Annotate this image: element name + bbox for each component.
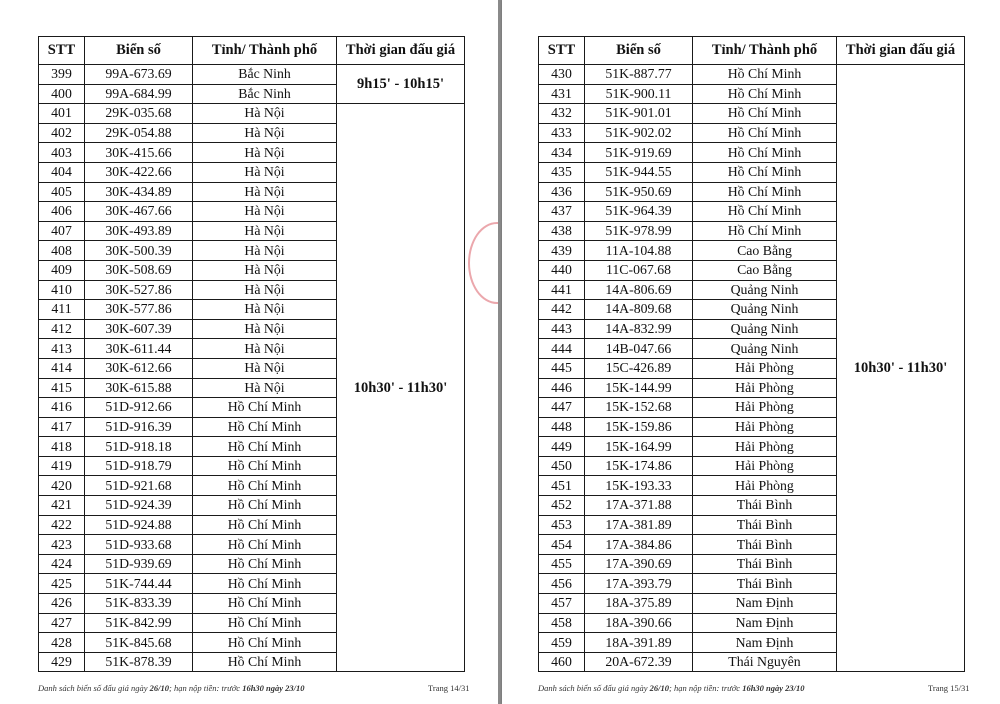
cell-province: Hồ Chí Minh <box>193 476 337 496</box>
cell-plate-number: 30K-434.89 <box>85 182 193 202</box>
red-seal-stamp <box>468 222 498 304</box>
cell-stt: 446 <box>539 378 585 398</box>
cell-stt: 411 <box>39 300 85 320</box>
cell-plate-number: 17A-393.79 <box>585 574 693 594</box>
cell-plate-number: 51D-939.69 <box>85 554 193 574</box>
cell-plate-number: 17A-381.89 <box>585 515 693 535</box>
cell-stt: 404 <box>39 162 85 182</box>
cell-province: Hồ Chí Minh <box>193 633 337 653</box>
cell-stt: 407 <box>39 221 85 241</box>
cell-province: Nam Định <box>693 594 837 614</box>
footer-date: 26/10 <box>649 683 670 693</box>
cell-province: Hải Phòng <box>693 398 837 418</box>
cell-stt: 400 <box>39 84 85 104</box>
cell-province: Hà Nội <box>193 162 337 182</box>
auction-table-right <box>538 36 965 672</box>
cell-province: Thái Bình <box>693 554 837 574</box>
cell-plate-number: 51D-921.68 <box>85 476 193 496</box>
cell-stt: 424 <box>39 554 85 574</box>
table-row <box>539 65 965 85</box>
cell-province: Hải Phòng <box>693 417 837 437</box>
cell-province: Hồ Chí Minh <box>193 496 337 516</box>
cell-province: Hải Phòng <box>693 476 837 496</box>
cell-province: Hà Nội <box>193 123 337 143</box>
cell-plate-number: 29K-054.88 <box>85 123 193 143</box>
cell-plate-number: 51K-950.69 <box>585 182 693 202</box>
cell-stt: 428 <box>39 633 85 653</box>
cell-plate-number: 51D-918.79 <box>85 456 193 476</box>
cell-plate-number: 51D-918.18 <box>85 437 193 457</box>
cell-plate-number: 30K-615.88 <box>85 378 193 398</box>
cell-stt: 409 <box>39 260 85 280</box>
cell-province: Thái Bình <box>693 515 837 535</box>
footer-deadline: 16h30 ngày 23/10 <box>242 683 305 693</box>
cell-province: Hà Nội <box>193 339 337 359</box>
cell-stt: 413 <box>39 339 85 359</box>
cell-stt: 423 <box>39 535 85 555</box>
cell-province: Quảng Ninh <box>693 300 837 320</box>
cell-province: Hồ Chí Minh <box>193 417 337 437</box>
cell-plate-number: 17A-390.69 <box>585 554 693 574</box>
footer-date: 26/10 <box>149 683 170 693</box>
cell-stt: 449 <box>539 437 585 457</box>
cell-stt: 447 <box>539 398 585 418</box>
cell-stt: 427 <box>39 613 85 633</box>
footer-deadline: 16h30 ngày 23/10 <box>742 683 805 693</box>
cell-stt: 399 <box>39 65 85 85</box>
cell-province: Hồ Chí Minh <box>193 437 337 457</box>
cell-plate-number: 30K-493.89 <box>85 221 193 241</box>
footer-text: Danh sách biển số đấu giá ngày <box>538 683 648 693</box>
cell-stt: 402 <box>39 123 85 143</box>
cell-plate-number: 15K-152.68 <box>585 398 693 418</box>
cell-stt: 457 <box>539 594 585 614</box>
cell-plate-number: 51K-842.99 <box>85 613 193 633</box>
cell-province: Hồ Chí Minh <box>693 162 837 182</box>
cell-stt: 441 <box>539 280 585 300</box>
page-number-left: Trang 14/31 <box>428 683 470 693</box>
cell-plate-number: 18A-375.89 <box>585 594 693 614</box>
page-footer-note <box>38 683 305 693</box>
auction-table-left <box>38 36 465 672</box>
cell-province: Hồ Chí Minh <box>193 398 337 418</box>
cell-province: Quảng Ninh <box>693 319 837 339</box>
cell-stt: 437 <box>539 202 585 222</box>
cell-stt: 416 <box>39 398 85 418</box>
cell-province: Hà Nội <box>193 260 337 280</box>
cell-province: Hà Nội <box>193 143 337 163</box>
header-province: Tỉnh/ Thành phố <box>693 37 837 65</box>
cell-stt: 438 <box>539 221 585 241</box>
cell-plate-number: 15K-144.99 <box>585 378 693 398</box>
cell-province: Hà Nội <box>193 300 337 320</box>
cell-province: Bắc Ninh <box>193 65 337 85</box>
cell-stt: 401 <box>39 104 85 124</box>
cell-stt: 421 <box>39 496 85 516</box>
cell-province: Thái Bình <box>693 535 837 555</box>
cell-auction-time: 10h30' - 11h30' <box>837 65 965 672</box>
cell-province: Hồ Chí Minh <box>693 84 837 104</box>
cell-stt: 418 <box>39 437 85 457</box>
cell-plate-number: 20A-672.39 <box>585 652 693 672</box>
cell-province: Bắc Ninh <box>193 84 337 104</box>
cell-province: Hồ Chí Minh <box>193 515 337 535</box>
cell-province: Hà Nội <box>193 202 337 222</box>
cell-province: Hồ Chí Minh <box>693 123 837 143</box>
cell-stt: 429 <box>39 652 85 672</box>
cell-province: Hà Nội <box>193 319 337 339</box>
cell-stt: 408 <box>39 241 85 261</box>
cell-province: Hồ Chí Minh <box>693 182 837 202</box>
cell-province: Thái Bình <box>693 496 837 516</box>
cell-plate-number: 14A-806.69 <box>585 280 693 300</box>
cell-plate-number: 30K-415.66 <box>85 143 193 163</box>
cell-plate-number: 99A-684.99 <box>85 84 193 104</box>
cell-plate-number: 17A-371.88 <box>585 496 693 516</box>
cell-province: Hà Nội <box>193 221 337 241</box>
cell-province: Nam Định <box>693 613 837 633</box>
cell-plate-number: 11C-067.68 <box>585 260 693 280</box>
cell-province: Hải Phòng <box>693 358 837 378</box>
cell-plate-number: 51K-900.11 <box>585 84 693 104</box>
table-row <box>39 104 465 124</box>
cell-plate-number: 18A-391.89 <box>585 633 693 653</box>
cell-province: Hồ Chí Minh <box>693 65 837 85</box>
cell-province: Cao Bằng <box>693 260 837 280</box>
cell-plate-number: 51K-902.02 <box>585 123 693 143</box>
header-auction-time: Thời gian đấu giá <box>837 37 965 65</box>
cell-plate-number: 51K-887.77 <box>585 65 693 85</box>
cell-plate-number: 30K-612.66 <box>85 358 193 378</box>
cell-plate-number: 18A-390.66 <box>585 613 693 633</box>
cell-stt: 426 <box>39 594 85 614</box>
cell-plate-number: 15K-164.99 <box>585 437 693 457</box>
header-stt: STT <box>39 37 85 65</box>
cell-stt: 460 <box>539 652 585 672</box>
table-header-row <box>539 37 965 65</box>
cell-stt: 433 <box>539 123 585 143</box>
cell-province: Hồ Chí Minh <box>193 594 337 614</box>
cell-plate-number: 30K-422.66 <box>85 162 193 182</box>
document-page-right <box>502 0 1000 704</box>
cell-stt: 439 <box>539 241 585 261</box>
table-row <box>39 65 465 85</box>
cell-province: Hồ Chí Minh <box>693 143 837 163</box>
cell-province: Hồ Chí Minh <box>193 456 337 476</box>
cell-stt: 406 <box>39 202 85 222</box>
table-header-row <box>39 37 465 65</box>
cell-stt: 434 <box>539 143 585 163</box>
cell-province: Quảng Ninh <box>693 280 837 300</box>
cell-stt: 432 <box>539 104 585 124</box>
cell-stt: 440 <box>539 260 585 280</box>
cell-province: Hồ Chí Minh <box>693 104 837 124</box>
cell-province: Nam Định <box>693 633 837 653</box>
cell-province: Hà Nội <box>193 241 337 261</box>
cell-plate-number: 99A-673.69 <box>85 65 193 85</box>
cell-province: Quảng Ninh <box>693 339 837 359</box>
cell-stt: 405 <box>39 182 85 202</box>
cell-plate-number: 51K-919.69 <box>585 143 693 163</box>
cell-stt: 436 <box>539 182 585 202</box>
cell-plate-number: 51D-912.66 <box>85 398 193 418</box>
cell-plate-number: 15K-159.86 <box>585 417 693 437</box>
cell-stt: 454 <box>539 535 585 555</box>
cell-stt: 430 <box>539 65 585 85</box>
cell-stt: 403 <box>39 143 85 163</box>
cell-province: Hồ Chí Minh <box>693 202 837 222</box>
header-plate: Biển số <box>585 37 693 65</box>
header-stt: STT <box>539 37 585 65</box>
cell-province: Hồ Chí Minh <box>193 652 337 672</box>
cell-province: Hải Phòng <box>693 437 837 457</box>
cell-auction-time: 9h15' - 10h15' <box>337 65 465 104</box>
cell-plate-number: 51D-933.68 <box>85 535 193 555</box>
cell-province: Hà Nội <box>193 280 337 300</box>
cell-stt: 443 <box>539 319 585 339</box>
cell-plate-number: 51K-833.39 <box>85 594 193 614</box>
footer-mid: ; hạn nộp tiền: trước <box>169 683 241 693</box>
cell-stt: 456 <box>539 574 585 594</box>
cell-province: Thái Nguyên <box>693 652 837 672</box>
cell-stt: 442 <box>539 300 585 320</box>
cell-plate-number: 30K-467.66 <box>85 202 193 222</box>
cell-stt: 444 <box>539 339 585 359</box>
cell-stt: 448 <box>539 417 585 437</box>
cell-plate-number: 30K-611.44 <box>85 339 193 359</box>
cell-plate-number: 51K-878.39 <box>85 652 193 672</box>
cell-plate-number: 30K-607.39 <box>85 319 193 339</box>
cell-plate-number: 51D-916.39 <box>85 417 193 437</box>
cell-stt: 412 <box>39 319 85 339</box>
cell-stt: 451 <box>539 476 585 496</box>
cell-province: Hồ Chí Minh <box>193 574 337 594</box>
footer-text: Danh sách biển số đấu giá ngày <box>38 683 148 693</box>
cell-province: Hà Nội <box>193 358 337 378</box>
cell-plate-number: 51D-924.88 <box>85 515 193 535</box>
cell-stt: 410 <box>39 280 85 300</box>
cell-plate-number: 30K-500.39 <box>85 241 193 261</box>
cell-province: Cao Bằng <box>693 241 837 261</box>
cell-stt: 452 <box>539 496 585 516</box>
cell-stt: 415 <box>39 378 85 398</box>
footer-mid: ; hạn nộp tiền: trước <box>669 683 741 693</box>
document-page-left <box>0 0 498 704</box>
cell-province: Hà Nội <box>193 182 337 202</box>
cell-plate-number: 51K-978.99 <box>585 221 693 241</box>
cell-plate-number: 15K-174.86 <box>585 456 693 476</box>
cell-stt: 419 <box>39 456 85 476</box>
cell-province: Hà Nội <box>193 378 337 398</box>
cell-plate-number: 51K-845.68 <box>85 633 193 653</box>
cell-plate-number: 14A-809.68 <box>585 300 693 320</box>
cell-plate-number: 51K-944.55 <box>585 162 693 182</box>
cell-stt: 455 <box>539 554 585 574</box>
cell-province: Hải Phòng <box>693 456 837 476</box>
cell-plate-number: 30K-508.69 <box>85 260 193 280</box>
cell-stt: 453 <box>539 515 585 535</box>
cell-stt: 450 <box>539 456 585 476</box>
cell-province: Hà Nội <box>193 104 337 124</box>
cell-plate-number: 15C-426.89 <box>585 358 693 378</box>
header-province: Tỉnh/ Thành phố <box>193 37 337 65</box>
cell-province: Hải Phòng <box>693 378 837 398</box>
cell-stt: 417 <box>39 417 85 437</box>
cell-plate-number: 11A-104.88 <box>585 241 693 261</box>
cell-province: Hồ Chí Minh <box>693 221 837 241</box>
page-footer-note <box>538 683 805 693</box>
cell-stt: 420 <box>39 476 85 496</box>
cell-province: Hồ Chí Minh <box>193 613 337 633</box>
cell-plate-number: 29K-035.68 <box>85 104 193 124</box>
cell-plate-number: 30K-577.86 <box>85 300 193 320</box>
cell-plate-number: 14A-832.99 <box>585 319 693 339</box>
cell-plate-number: 15K-193.33 <box>585 476 693 496</box>
cell-stt: 425 <box>39 574 85 594</box>
cell-stt: 445 <box>539 358 585 378</box>
cell-stt: 414 <box>39 358 85 378</box>
cell-auction-time: 10h30' - 11h30' <box>337 104 465 672</box>
cell-province: Hồ Chí Minh <box>193 535 337 555</box>
cell-province: Thái Bình <box>693 574 837 594</box>
cell-plate-number: 51K-964.39 <box>585 202 693 222</box>
cell-stt: 459 <box>539 633 585 653</box>
page-number-right: Trang 15/31 <box>928 683 970 693</box>
cell-plate-number: 51D-924.39 <box>85 496 193 516</box>
header-plate: Biển số <box>85 37 193 65</box>
header-auction-time: Thời gian đấu giá <box>337 37 465 65</box>
cell-province: Hồ Chí Minh <box>193 554 337 574</box>
cell-plate-number: 14B-047.66 <box>585 339 693 359</box>
cell-stt: 422 <box>39 515 85 535</box>
cell-plate-number: 30K-527.86 <box>85 280 193 300</box>
cell-stt: 431 <box>539 84 585 104</box>
cell-stt: 435 <box>539 162 585 182</box>
cell-plate-number: 51K-901.01 <box>585 104 693 124</box>
cell-plate-number: 17A-384.86 <box>585 535 693 555</box>
cell-plate-number: 51K-744.44 <box>85 574 193 594</box>
cell-stt: 458 <box>539 613 585 633</box>
